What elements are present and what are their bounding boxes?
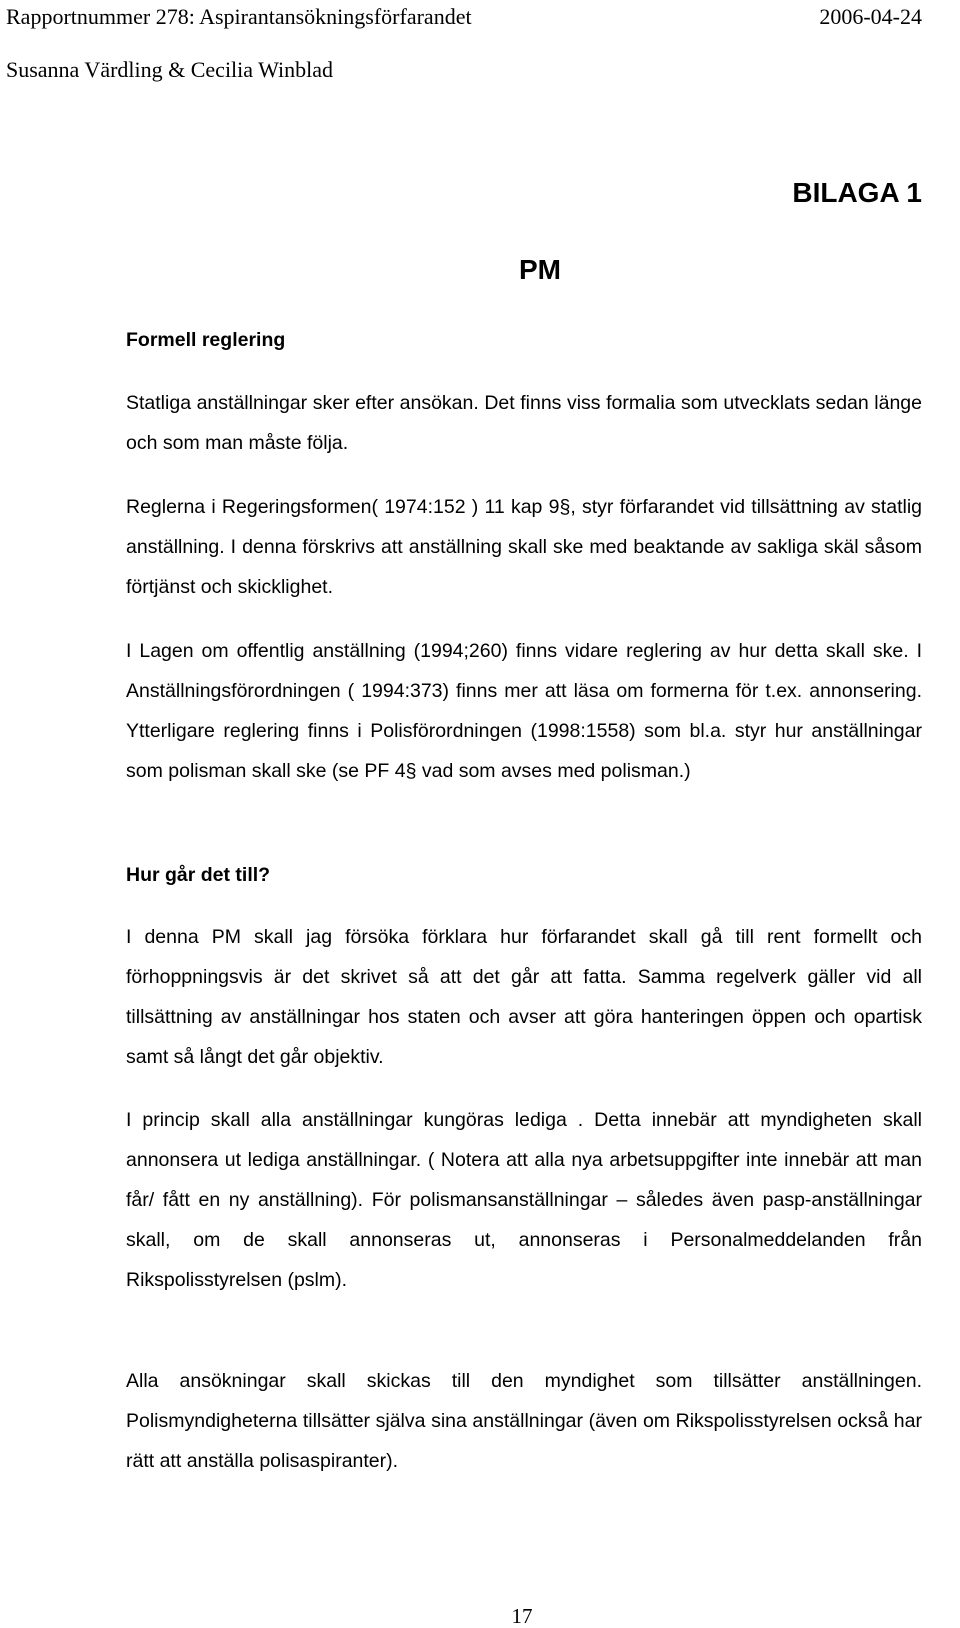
section-heading-hur-gar-det-till: Hur går det till? — [126, 864, 271, 886]
report-title: Rapportnummer 278: Aspirantansökningsförfarandet — [6, 4, 472, 29]
section-heading-formell-reglering: Formell reglering — [126, 329, 286, 351]
paragraph: I Lagen om offentlig anställning (1994;260) finns vidare reglering av hur detta skall ske. I Anställningsförordningen ( 1994:373) finns mer att läsa om formerna för t.ex. annonsering. Ytterligare reglering finns i Polisförordningen (1998:1558) som bl.a. styr hur anställningar som polisman skall ske (se PF 4§ vad som avses med polisman.) — [126, 640, 922, 782]
paragraph: Statliga anställningar sker efter ansökan. Det finns viss formalia som utvecklats sedan länge och som man måste följa. — [126, 392, 922, 454]
paragraph: Alla ansökningar skall skickas till den myndighet som tillsätter anställningen. Polismyndigheterna tillsätter själva sina anställningar (även om Rikspolisstyrelsen också har rätt att anställa polisaspiranter). — [126, 1370, 922, 1472]
authors: Susanna Värdling & Cecilia Winblad — [6, 57, 334, 82]
report-date: 2006-04-24 — [819, 4, 922, 29]
paragraph: I denna PM skall jag försöka förklara hur förfarandet skall gå till rent formellt och förhoppningsvis är det skrivet så att det går att fatta. Samma regelverk gäller vid all tillsättning av anställningar hos staten och avser att göra hanteringen öppen och opartisk samt så långt det går objektiv. — [126, 926, 922, 1068]
page-number: 17 — [511, 1604, 533, 1628]
appendix-label: BILAGA 1 — [792, 177, 922, 208]
document-title: PM — [519, 254, 561, 285]
paragraph: Reglerna i Regeringsformen( 1974:152 ) 11 kap 9§, styr förfarandet vid tillsättning av statlig anställning. I denna förskrivs att anställning skall ske med beaktande av sakliga skäl såsom förtjänst och skicklighet. — [126, 496, 922, 598]
paragraph: I princip skall alla anställningar kungöras lediga . Detta innebär att myndigheten skall annonsera ut lediga anställningar. ( Notera att alla nya arbetsuppgifter inte innebär att man får/ fått en ny anställning). För polismansanställningar – således även pasp-anställningar skall, om de skall annonseras ut, annonseras i Personalmeddelanden från Rikspolisstyrelsen (pslm). — [126, 1109, 922, 1291]
